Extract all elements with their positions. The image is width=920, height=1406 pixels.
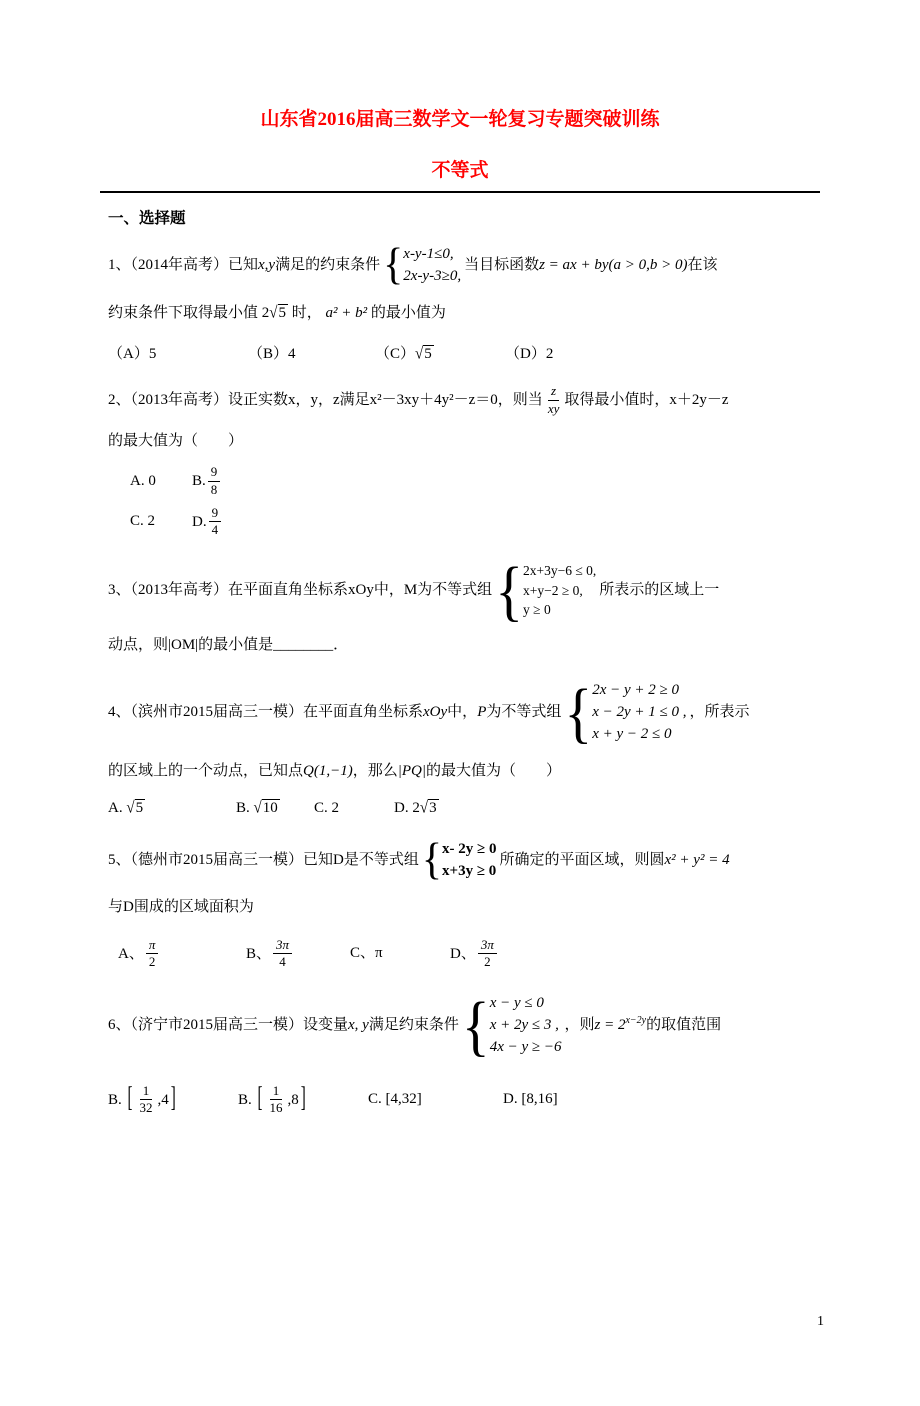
q2-option-b	[192, 464, 222, 499]
q2-text-pre: 2、（2013年高考）设正实数x，y，z满足x²－3xy＋4y²－z＝0，则当	[108, 391, 543, 408]
q6-option-2-rest: ,8	[287, 1091, 299, 1108]
q5-line-1	[108, 837, 828, 885]
q1-option-c-label: （C）	[375, 345, 416, 362]
q5-option-d	[450, 937, 499, 972]
q4-text-after: ，所表示	[689, 704, 750, 721]
content	[108, 206, 828, 1117]
q3-case-rows	[523, 561, 596, 620]
q6-options	[108, 1083, 828, 1118]
radical-icon: √	[269, 303, 278, 322]
q5-option-d-fraction	[478, 937, 497, 972]
q1-expr-a2b2: a² + b²	[325, 304, 368, 321]
q3-text-pre: 3、（2013年高考）在平面直角坐标系xOy中，M为不等式组	[108, 582, 493, 599]
fraction-numerator: 1	[270, 1083, 283, 1101]
q3-case-1: 2x+3y−6 ≤ 0,	[523, 563, 597, 579]
q2-option-a: A. 0	[130, 472, 156, 489]
q6-option-3: C. [4,32]	[368, 1091, 422, 1108]
q3-line-2: 动点，则|OM|的最小值是________．	[108, 637, 349, 654]
q6-option-1	[108, 1083, 238, 1118]
fraction-numerator: π	[146, 937, 159, 955]
q5-case-2: x+3y ≥ 0	[442, 862, 497, 879]
left-brace-icon: {	[495, 552, 524, 628]
right-bracket-icon: ]	[300, 1083, 306, 1115]
q5-line-2: 与D围成的区域面积为	[108, 899, 254, 916]
q4-option-a-label: A.	[108, 799, 123, 816]
q4-option-b-label: B.	[236, 799, 250, 816]
q4-option-d-coef: 2	[412, 799, 420, 816]
q6-option-1-label: B.	[108, 1091, 122, 1108]
q6-option-2-fraction	[267, 1083, 286, 1118]
radical-icon: √	[415, 344, 424, 363]
q5-option-d-label: D、	[450, 945, 476, 962]
q4-pq: |PQ|	[397, 762, 426, 779]
q5-option-a-fraction	[146, 937, 159, 972]
q4-point-q: Q(1,−1)	[303, 762, 353, 779]
question-4	[108, 674, 828, 817]
q6-z-expression	[595, 1017, 647, 1033]
left-bracket-icon: [	[257, 1083, 263, 1115]
q6-option-1-fraction	[137, 1083, 156, 1118]
q1-l2-tail: 的最小值为	[370, 304, 446, 321]
fraction-numerator: 3π	[273, 937, 292, 955]
fraction-numerator: z	[548, 383, 559, 401]
q6-text-after: ，则	[564, 1017, 595, 1034]
q1-case-1: x-y-1≤0,	[403, 246, 454, 262]
question-2	[108, 383, 828, 540]
page-number: 1	[817, 1314, 824, 1329]
q3-text-after: 所表示的区域上一	[599, 582, 720, 599]
fraction-denominator: 16	[269, 1100, 283, 1116]
q1-text-mid: 满足的约束条件	[275, 257, 381, 274]
question-3	[108, 552, 828, 658]
q6-text-pre: 6、（济宁市2015届高三一模）设变量	[108, 1017, 349, 1034]
q1-option-a: （A）5	[108, 345, 157, 362]
q5-case-rows	[442, 839, 496, 883]
fraction-denominator: 2	[148, 954, 156, 970]
q6-option-4: D. [8,16]	[503, 1091, 558, 1108]
doc-title: 山东省2016届高三数学文一轮复习专题突破训练	[260, 109, 660, 130]
q4-case-2: x − 2y + 1 ≤ 0 ,	[592, 704, 687, 721]
fraction-numerator: 3π	[478, 937, 497, 955]
q4-option-b	[236, 800, 314, 817]
question-5	[108, 837, 828, 972]
q1-text-after: 当目标函数	[464, 257, 540, 274]
q4-line-1	[108, 674, 828, 750]
q6-option-2	[238, 1083, 368, 1118]
q1-case-rows	[403, 244, 461, 288]
q5-option-b	[246, 937, 350, 972]
q4-l2c: 的最大值为（ ）	[425, 762, 561, 779]
q4-option-a	[108, 800, 236, 817]
fraction-denominator: 8	[210, 481, 218, 497]
q6-vars: x, y	[348, 1017, 369, 1034]
q2-line-2: 的最大值为（ ）	[108, 432, 244, 449]
doc-subtitle: 不等式	[431, 160, 489, 181]
q6-inequality-system	[461, 987, 562, 1063]
q1-option-c	[375, 342, 505, 363]
q5-option-a-label: A、	[118, 945, 144, 962]
q1-text-pre: 1、（2014年高考）已知	[108, 257, 259, 274]
q6-text-mid: 满足约束条件	[368, 1017, 459, 1034]
fraction-denominator: 32	[139, 1100, 153, 1116]
q2-option-b-fraction	[208, 464, 221, 499]
q2-option-c: C. 2	[130, 513, 156, 530]
document-page	[0, 104, 920, 1329]
q4-option-b-radicand: 10	[262, 799, 278, 816]
fraction-numerator: 1	[140, 1083, 153, 1101]
q1-option-c-radicand: 5	[424, 345, 432, 362]
fraction-denominator: xy	[547, 400, 560, 416]
q2-line-1	[108, 383, 828, 418]
q4-case-rows	[592, 680, 686, 745]
left-brace-icon: {	[461, 987, 490, 1063]
fraction-denominator: 4	[279, 954, 286, 970]
q4-options	[108, 800, 828, 817]
right-bracket-icon: ]	[170, 1083, 176, 1115]
q6-z-base: z = 2	[594, 1017, 626, 1034]
fraction-denominator: 4	[211, 522, 219, 538]
q5-option-b-fraction	[273, 937, 292, 972]
q2-option-d-label: D.	[192, 513, 207, 530]
q1-l2-pre: 约束条件下取得最小值	[108, 304, 259, 321]
question-6	[108, 987, 828, 1117]
q6-case-1: x − y ≤ 0	[489, 995, 544, 1012]
q2-text-after: 取得最小值时，x＋2y－z	[564, 391, 729, 408]
q5-circle-equation: x² + y² = 4	[664, 851, 730, 868]
q1-objective-function: z = ax + by(a > 0,b > 0)	[539, 257, 688, 274]
q2-option-b-label: B.	[192, 472, 206, 489]
q4-case-3: x + y − 2 ≤ 0	[592, 725, 672, 742]
q2-option-d-fraction	[209, 505, 222, 540]
q6-case-2: x + 2y ≤ 3 ,	[489, 1017, 559, 1034]
q6-text-tail: 的取值范围	[646, 1017, 722, 1034]
q5-option-c: C、π	[350, 945, 383, 962]
section-heading: 一、选择题	[108, 210, 186, 227]
q1-text-tail: 在该	[687, 257, 718, 274]
fraction-numerator: 9	[209, 505, 222, 523]
q1-vars: x,y	[258, 257, 276, 274]
q1-option-b: （B）4	[248, 345, 296, 362]
q1-option-c-sqrt	[415, 346, 434, 363]
q4-text-mid1: 中，	[447, 704, 478, 721]
q4-option-a-sqrt	[126, 800, 145, 817]
q3-line-1	[108, 552, 828, 628]
q4-option-d	[394, 800, 439, 817]
fraction-denominator: 2	[484, 954, 491, 970]
q1-line-1	[108, 242, 828, 290]
q4-text-mid2: 为不等式组	[486, 704, 562, 721]
q5-text-after: 所确定的平面区域，则圆	[499, 851, 665, 868]
q6-case-3: 4x − y ≥ −6	[489, 1038, 562, 1055]
q4-line-2	[108, 758, 828, 784]
q2-fraction-z-xy	[545, 383, 563, 418]
left-brace-icon: {	[421, 835, 443, 884]
q6-option-1-rest: ,4	[157, 1091, 169, 1108]
radical-icon: √	[253, 798, 262, 817]
q4-option-b-sqrt	[254, 800, 280, 817]
q2-option-d	[192, 505, 223, 540]
q5-option-a	[118, 937, 246, 972]
question-1	[108, 242, 828, 363]
q5-text-pre: 5、（德州市2015届高三一模）已知D是不等式组	[108, 851, 419, 868]
q5-options	[108, 937, 828, 972]
q1-sqrt-coef: 2	[261, 304, 270, 321]
q2-options-row-1	[108, 464, 828, 499]
q4-l2b: ，那么	[352, 762, 398, 779]
header-rule	[100, 191, 820, 193]
left-brace-icon: {	[383, 240, 404, 289]
q4-inequality-system	[564, 674, 687, 750]
q1-sqrt-radicand: 5	[278, 304, 286, 321]
q5-case-1: x- 2y ≥ 0	[442, 840, 497, 857]
q1-min-value-sqrt	[262, 300, 288, 326]
q3-case-3: y ≥ 0	[523, 602, 551, 618]
left-brace-icon: {	[564, 674, 593, 750]
q6-line-1	[108, 987, 828, 1063]
q6-case-rows	[490, 993, 562, 1058]
q4-l2a: 的区域上的一个动点，已知点	[108, 762, 304, 779]
q1-l2-mid: 时，	[291, 304, 322, 321]
q5-inequality-system	[421, 835, 497, 884]
q1-option-d: （D）2	[505, 345, 554, 362]
q6-z-exponent: x−2y	[625, 1015, 647, 1027]
q4-point-p: P	[477, 704, 487, 721]
q1-inequality-system	[383, 240, 462, 289]
q4-case-1: 2x − y + 2 ≥ 0	[592, 682, 680, 699]
radical-icon: √	[419, 798, 429, 817]
radical-icon: √	[126, 798, 135, 817]
q1-case-2: 2x-y-3≥0,	[403, 267, 462, 284]
q1-line-2	[108, 300, 828, 326]
q3-inequality-system	[495, 552, 597, 628]
fraction-numerator: 9	[208, 464, 221, 482]
q4-xoy: xOy	[423, 704, 448, 721]
q4-option-d-label: D.	[394, 799, 409, 816]
q4-option-a-radicand: 5	[135, 799, 144, 816]
q6-option-2-label: B.	[238, 1091, 252, 1108]
q3-case-2: x+y−2 ≥ 0,	[523, 582, 583, 598]
q4-option-d-sqrt	[412, 800, 438, 817]
q1-options	[108, 342, 828, 363]
q2-options-row-2	[108, 505, 828, 540]
left-bracket-icon: [	[127, 1083, 133, 1115]
q5-option-b-label: B、	[246, 945, 272, 962]
q4-option-c: C. 2	[314, 799, 340, 816]
q4-option-d-radicand: 3	[429, 799, 437, 816]
q4-text-pre: 4、（滨州市2015届高三一模）在平面直角坐标系	[108, 704, 424, 721]
